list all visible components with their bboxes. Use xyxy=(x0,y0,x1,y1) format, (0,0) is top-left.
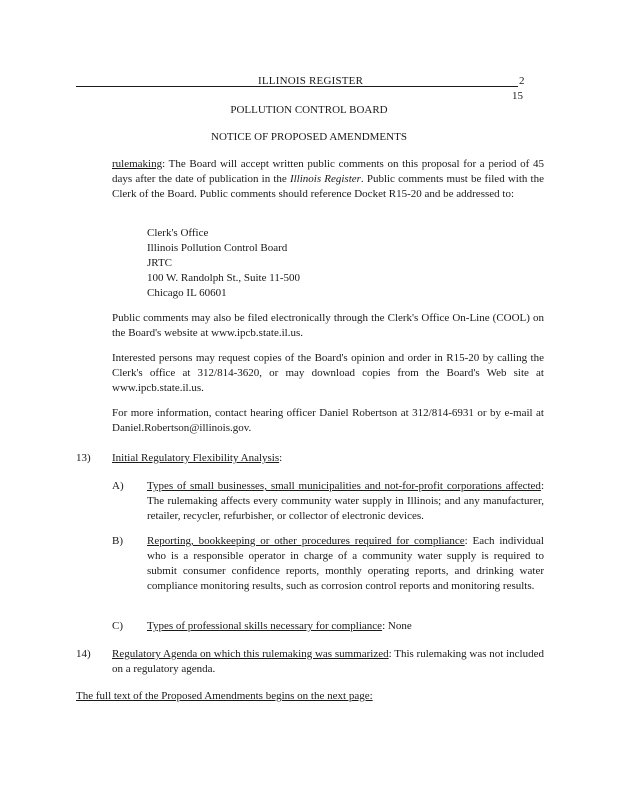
electronic-filing-paragraph: Public comments may also be filed electronically through the Clerk's Office On-Line (COOL) on the Board's website at www.ipcb.state.il.us. xyxy=(112,312,544,339)
rulemaking-lead: rulemaking xyxy=(112,158,163,170)
item-b-heading: Reporting, bookkeeping or other procedures required for compliance xyxy=(147,535,465,547)
address-line: Chicago IL 60601 xyxy=(147,287,227,299)
item-b-body: : Each individual who is a responsible operator in charge of a community water supply is required to submit consumer confidence reports, monthly operating reports, and drinking water compliance monitoring results, such as corrosion control reports and monitoring results. xyxy=(147,535,544,592)
comments-text-a: : The Board will accept written public comments on this proposal for a period of 45 days after the date of publication in the xyxy=(112,158,544,185)
comments-paragraph xyxy=(112,157,544,202)
section-13-number: 13) xyxy=(76,452,91,464)
item-a-heading: Types of small businesses, small municipalities and not-for-profit corporations affected xyxy=(147,480,541,492)
section-14-number: 14) xyxy=(76,648,91,660)
section-13-heading xyxy=(112,451,544,466)
agency-title: POLLUTION CONTROL BOARD xyxy=(230,104,388,116)
item-b-letter: B) xyxy=(112,535,123,547)
illinois-register-ref: Illinois Register xyxy=(289,173,361,185)
address-line: 100 W. Randolph St., Suite 11-500 xyxy=(147,272,300,284)
notice-title: NOTICE OF PROPOSED AMENDMENTS xyxy=(211,131,407,143)
item-c-text xyxy=(147,619,544,634)
closing-line: The full text of the Proposed Amendments begins on the next page: xyxy=(76,690,373,702)
section-14-text xyxy=(112,647,544,677)
item-b-text xyxy=(147,534,544,594)
register-title: ILLINOIS REGISTER xyxy=(258,75,364,87)
clerk-address xyxy=(147,226,300,301)
copies-paragraph: Interested persons may request copies of the Board's opinion and order in R15-20 by calling the Clerk's office at 312/814-3620, or may download copies from the Board's Web site at www.ipcb.state.il.us. xyxy=(112,352,544,394)
item-a-letter: A) xyxy=(112,480,124,492)
address-line: Illinois Pollution Control Board xyxy=(147,242,288,254)
address-line: Clerk's Office xyxy=(147,227,209,239)
section-13-heading-text: Initial Regulatory Flexibility Analysis xyxy=(112,452,280,464)
register-header xyxy=(76,74,528,89)
page-number: 2 xyxy=(519,75,525,87)
item-a-text xyxy=(147,479,544,524)
item-a-body: : The rulemaking affects every community water supply in Illinois; and any manufacturer, retailer, recycler, refurbisher, or collector of electronic devices. xyxy=(147,480,544,522)
address-line: JRTC xyxy=(147,257,173,269)
item-c-heading: Types of professional skills necessary for compliance xyxy=(147,620,383,632)
section-14-body: : This rulemaking was not included on a regulatory agenda. xyxy=(112,648,545,675)
item-c-body: : None xyxy=(382,620,412,632)
comments-text-b: . Public comments must be filed with the Clerk of the Board. Public comments should reference Docket R15-20 and be addressed to: xyxy=(112,173,544,200)
item-c-letter: C) xyxy=(112,620,123,632)
volume-number: 15 xyxy=(512,90,523,102)
section-14-heading: Regulatory Agenda on which this rulemaking was summarized xyxy=(112,648,389,660)
contact-paragraph: For more information, contact hearing officer Daniel Robertson at 312/814-6931 or by e-mail at Daniel.Robertson@illinois.gov. xyxy=(112,407,544,434)
section-13-heading-colon: : xyxy=(279,452,283,464)
